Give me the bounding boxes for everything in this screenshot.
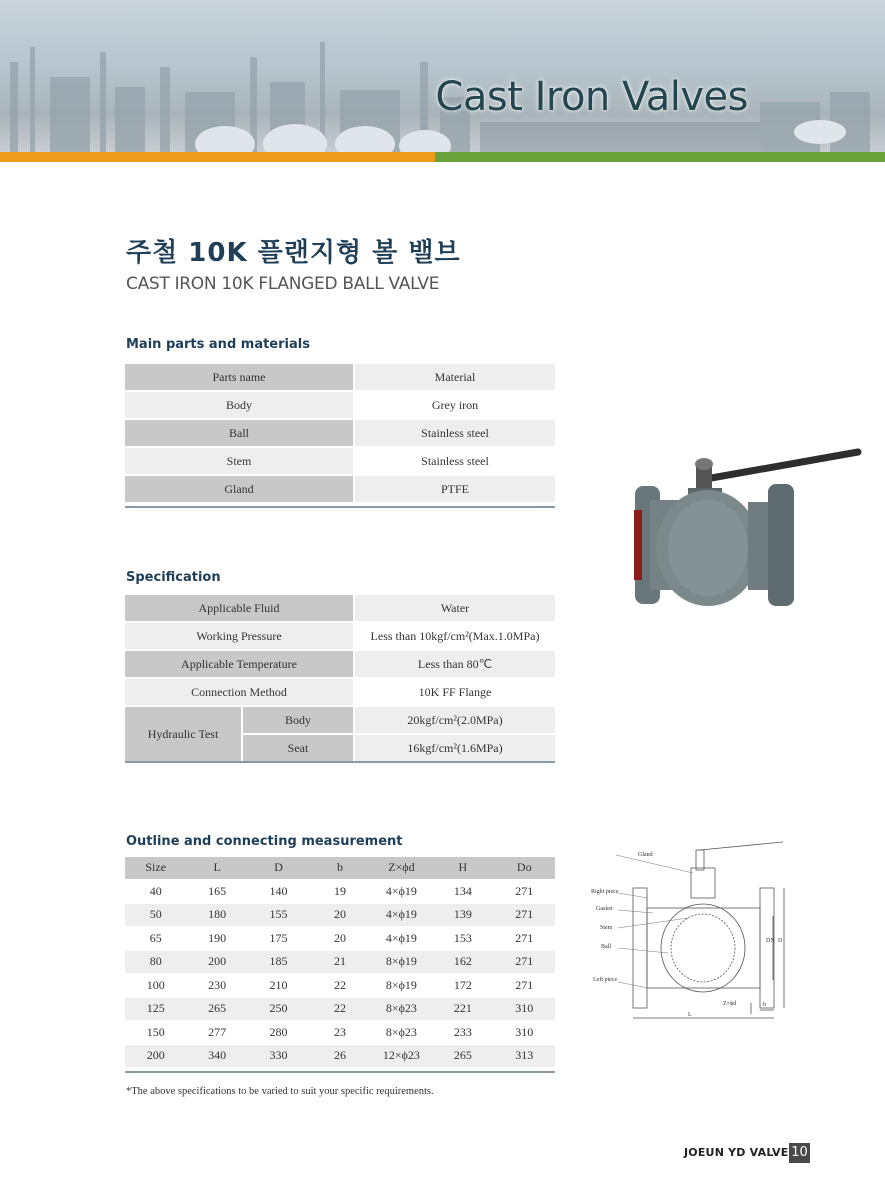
header-banner bbox=[0, 0, 885, 152]
l-cell: 340 bbox=[208, 1048, 227, 1063]
spec-key-cell: Applicable Temperature bbox=[125, 651, 355, 677]
right-piece-label: Right piece bbox=[591, 889, 619, 895]
table-row bbox=[125, 679, 555, 705]
material-cell: Grey iron bbox=[355, 392, 555, 418]
h-cell: 172 bbox=[453, 977, 472, 992]
b-dimension-label: b bbox=[763, 1002, 766, 1008]
size-cell: 65 bbox=[149, 930, 162, 945]
spec-value-cell: 20kgf/cm²(2.0MPa) bbox=[355, 707, 555, 733]
product-title-korean: 주철 10K 플랜지형 볼 밸브 bbox=[126, 238, 461, 268]
measurement-table bbox=[125, 855, 555, 1069]
do-cell: 271 bbox=[515, 883, 534, 898]
h-cell: 153 bbox=[453, 930, 472, 945]
d-cell: 210 bbox=[269, 977, 288, 992]
header-cell: L bbox=[186, 857, 247, 879]
header-cell: Do bbox=[494, 857, 555, 879]
d-cell: 175 bbox=[269, 930, 288, 945]
size-cell: 50 bbox=[149, 907, 162, 922]
h-cell: 162 bbox=[453, 954, 472, 969]
do-cell: 310 bbox=[515, 1024, 534, 1039]
l-cell: 180 bbox=[208, 907, 227, 922]
footnote: *The above specifications to be varied to suit your specific requirements. bbox=[126, 1086, 434, 1097]
d-cell: 185 bbox=[269, 954, 288, 969]
l-cell: 230 bbox=[208, 977, 227, 992]
part-name-cell: Stem bbox=[125, 448, 355, 474]
table-row bbox=[125, 1045, 555, 1067]
table-row bbox=[125, 881, 555, 903]
part-name-cell: Body bbox=[125, 392, 355, 418]
zd-cell: 8×ϕ19 bbox=[385, 977, 417, 992]
h-cell: 221 bbox=[453, 1001, 472, 1016]
b-cell: 23 bbox=[333, 1024, 346, 1039]
header-cell: H bbox=[432, 857, 493, 879]
size-cell: 150 bbox=[146, 1024, 165, 1039]
table-row bbox=[125, 707, 555, 733]
size-cell: 80 bbox=[149, 954, 162, 969]
table-row bbox=[125, 1022, 555, 1044]
header-cell: Z×ϕd bbox=[371, 857, 432, 879]
spec-value-cell: 16kgf/cm²(1.6MPa) bbox=[355, 735, 555, 761]
table-row bbox=[125, 392, 555, 418]
part-name-cell: Ball bbox=[125, 420, 355, 446]
spec-key-cell: Connection Method bbox=[125, 679, 355, 705]
h-cell: 139 bbox=[453, 907, 472, 922]
spec-value-cell: 10K FF Flange bbox=[355, 679, 555, 705]
l-dimension-label: L bbox=[688, 1012, 692, 1018]
banner-title: Cast Iron Valves bbox=[435, 74, 748, 120]
b-cell: 20 bbox=[333, 930, 346, 945]
d-dimension-label: D bbox=[778, 938, 783, 944]
part-name-cell: Gland bbox=[125, 476, 355, 502]
spec-value-cell: Less than 10kgf/cm²(Max.1.0MPa) bbox=[355, 623, 555, 649]
ball-valve-photo bbox=[630, 440, 865, 615]
footer-brand: JOEUN YD VALVE bbox=[684, 1146, 789, 1159]
material-cell: Stainless steel bbox=[355, 420, 555, 446]
hydraulic-sub-key: Body bbox=[243, 707, 355, 733]
b-cell: 26 bbox=[333, 1048, 346, 1063]
size-cell: 40 bbox=[149, 883, 162, 898]
h-cell: 134 bbox=[453, 883, 472, 898]
l-cell: 200 bbox=[208, 954, 227, 969]
hydraulic-test-label: Hydraulic Test bbox=[125, 707, 243, 761]
table-row bbox=[125, 928, 555, 950]
gasket-label: Gasket bbox=[596, 906, 613, 912]
table-row bbox=[125, 420, 555, 446]
spec-value-cell: Less than 80℃ bbox=[355, 651, 555, 677]
header-cell: Material bbox=[355, 364, 555, 390]
d-cell: 140 bbox=[269, 883, 288, 898]
d-cell: 280 bbox=[269, 1024, 288, 1039]
spec-key-cell: Working Pressure bbox=[125, 623, 355, 649]
table-divider bbox=[125, 761, 555, 763]
dn-dimension-label: DN bbox=[766, 938, 775, 944]
header-cell: b bbox=[309, 857, 370, 879]
spec-value-cell: Water bbox=[355, 595, 555, 621]
b-cell: 21 bbox=[333, 954, 346, 969]
size-cell: 200 bbox=[146, 1048, 165, 1063]
table-row bbox=[125, 951, 555, 973]
valve-cross-section-diagram bbox=[588, 838, 798, 1033]
table-row bbox=[125, 595, 555, 621]
do-cell: 271 bbox=[515, 977, 534, 992]
table-row bbox=[125, 904, 555, 926]
b-cell: 20 bbox=[333, 907, 346, 922]
l-cell: 190 bbox=[208, 930, 227, 945]
d-cell: 330 bbox=[269, 1048, 288, 1063]
ball-label: Ball bbox=[601, 944, 611, 950]
h-cell: 265 bbox=[453, 1048, 472, 1063]
l-cell: 277 bbox=[208, 1024, 227, 1039]
material-cell: PTFE bbox=[355, 476, 555, 502]
specification-table bbox=[125, 593, 555, 763]
table-divider bbox=[125, 1071, 555, 1073]
table-row bbox=[125, 448, 555, 474]
zd-cell: 4×ϕ19 bbox=[385, 907, 417, 922]
orange-stripe bbox=[0, 152, 435, 162]
table-row bbox=[125, 975, 555, 997]
hydraulic-sub-key: Seat bbox=[243, 735, 355, 761]
material-cell: Stainless steel bbox=[355, 448, 555, 474]
d-cell: 155 bbox=[269, 907, 288, 922]
materials-heading: Main parts and materials bbox=[126, 337, 310, 352]
do-cell: 271 bbox=[515, 954, 534, 969]
do-cell: 313 bbox=[515, 1048, 534, 1063]
l-cell: 265 bbox=[208, 1001, 227, 1016]
l-cell: 165 bbox=[208, 883, 227, 898]
do-cell: 271 bbox=[515, 907, 534, 922]
green-stripe bbox=[435, 152, 885, 162]
h-cell: 233 bbox=[453, 1024, 472, 1039]
do-cell: 310 bbox=[515, 1001, 534, 1016]
size-cell: 125 bbox=[146, 1001, 165, 1016]
zd-cell: 4×ϕ19 bbox=[385, 883, 417, 898]
b-cell: 19 bbox=[333, 883, 346, 898]
zd-cell: 4×ϕ19 bbox=[385, 930, 417, 945]
zd-dimension-label: Z×ϕd bbox=[723, 1001, 737, 1007]
table-divider bbox=[125, 506, 555, 508]
b-cell: 22 bbox=[333, 977, 346, 992]
table-row bbox=[125, 476, 555, 502]
zd-cell: 8×ϕ23 bbox=[385, 1024, 417, 1039]
table-header-row bbox=[125, 364, 555, 390]
table-row bbox=[125, 998, 555, 1020]
measurement-heading: Outline and connecting measurement bbox=[126, 834, 403, 849]
b-cell: 22 bbox=[333, 1001, 346, 1016]
gland-label: Gland bbox=[638, 852, 653, 858]
size-cell: 100 bbox=[146, 977, 165, 992]
d-cell: 250 bbox=[269, 1001, 288, 1016]
table-row bbox=[125, 651, 555, 677]
header-cell: Parts name bbox=[125, 364, 355, 390]
table-header-row bbox=[125, 857, 555, 879]
zd-cell: 8×ϕ19 bbox=[385, 954, 417, 969]
zd-cell: 12×ϕ23 bbox=[382, 1048, 420, 1063]
table-row bbox=[125, 623, 555, 649]
materials-table bbox=[125, 362, 555, 504]
product-title-english: CAST IRON 10K FLANGED BALL VALVE bbox=[126, 274, 440, 294]
stem-label: Stem bbox=[600, 925, 613, 931]
header-cell: D bbox=[248, 857, 309, 879]
left-piece-label: Left piece bbox=[593, 977, 618, 983]
page-number: 10 bbox=[789, 1143, 810, 1163]
do-cell: 271 bbox=[515, 930, 534, 945]
header-cell: Size bbox=[125, 857, 186, 879]
specification-heading: Specification bbox=[126, 570, 221, 585]
spec-key-cell: Applicable Fluid bbox=[125, 595, 355, 621]
zd-cell: 8×ϕ23 bbox=[385, 1001, 417, 1016]
